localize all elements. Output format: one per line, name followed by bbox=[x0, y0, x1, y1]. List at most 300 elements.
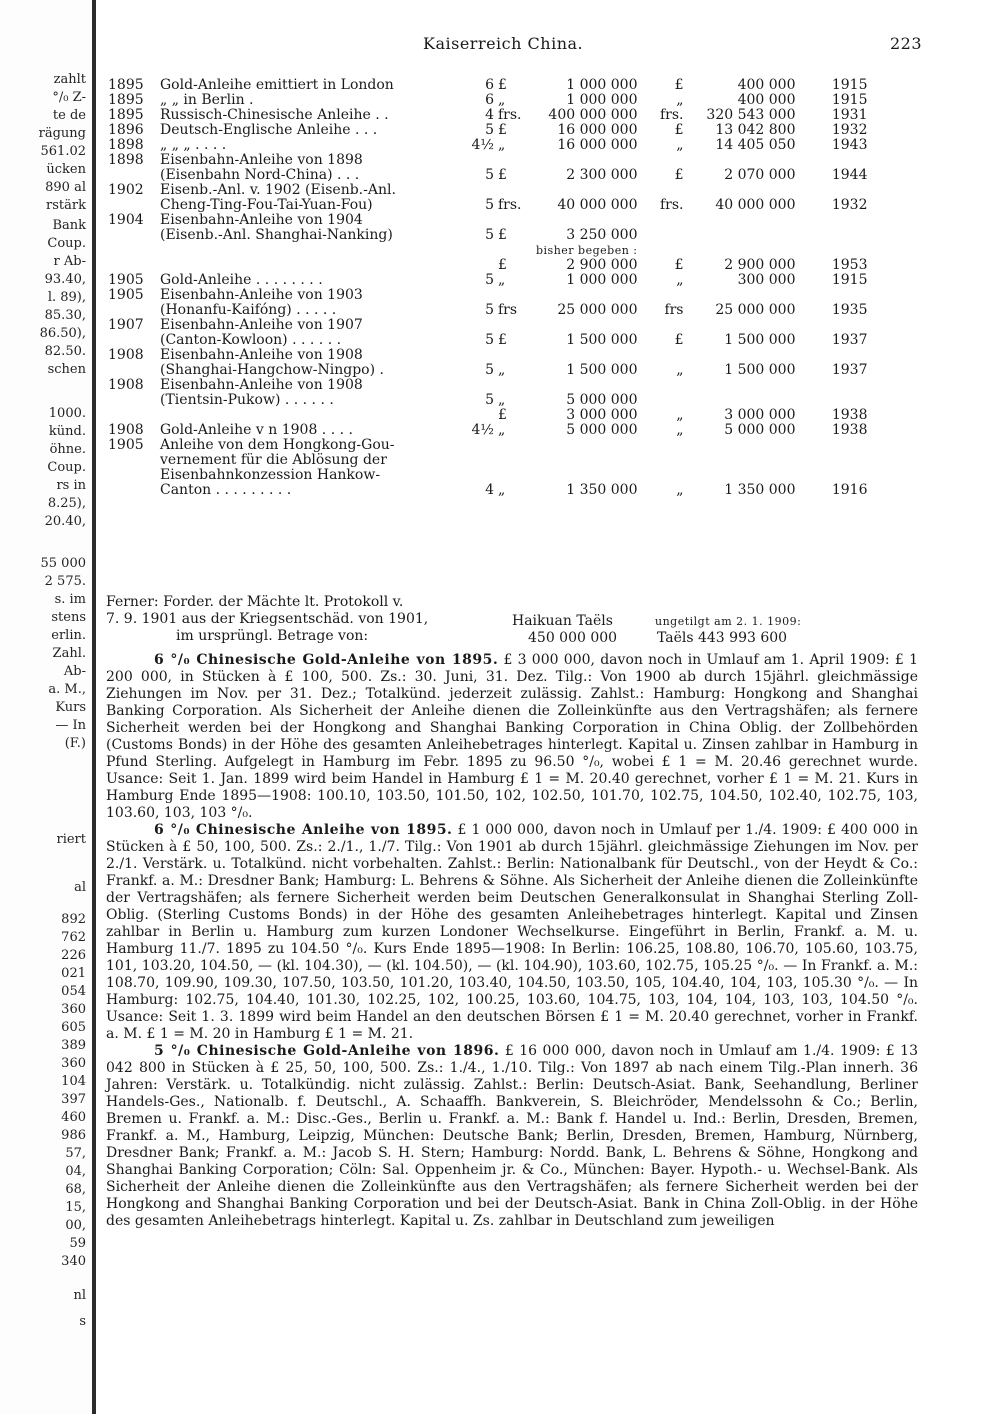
margin-fragment: 68, bbox=[65, 1182, 86, 1197]
margin-fragment: rägung bbox=[38, 126, 86, 141]
loan-amount1 bbox=[534, 213, 640, 228]
margin-fragment: °/₀ Z- bbox=[52, 90, 86, 105]
loan-amount1: 25 000 000 bbox=[557, 302, 638, 318]
loan-cur1: „ bbox=[498, 272, 506, 288]
loan-rate bbox=[462, 348, 496, 363]
loan-cur2: £ bbox=[674, 122, 684, 138]
loan-year: 1896 bbox=[108, 122, 144, 138]
loan-amount1 bbox=[534, 288, 640, 303]
loan-year: 1908 bbox=[108, 347, 144, 363]
loan-expiry: 1938 bbox=[831, 407, 868, 423]
loan-amount1: 2 300 000 bbox=[566, 167, 638, 183]
loan-rate: 5 bbox=[485, 272, 494, 288]
loan-amount1 bbox=[534, 153, 640, 168]
loan-cur1: „ bbox=[498, 137, 506, 153]
loan-year: 1908 bbox=[108, 377, 144, 393]
loan-cur2 bbox=[640, 438, 686, 453]
loan-desc: Eisenbahn-Anleihe von 1898 bbox=[160, 152, 363, 168]
loan-cur1 bbox=[496, 468, 534, 483]
loan-desc bbox=[158, 258, 462, 273]
loan-rate: 5 bbox=[485, 122, 494, 138]
loan-amount1 bbox=[534, 318, 640, 333]
loan-cur1: £ bbox=[498, 407, 507, 423]
loan-rate: 5 bbox=[485, 362, 494, 378]
loan-amount1: 1 000 000 bbox=[566, 92, 638, 108]
loan-rate: 4½ bbox=[471, 422, 494, 438]
loan-desc: (Honanfu-Kaifóng) . . . . . bbox=[160, 302, 337, 318]
loan-descriptions bbox=[106, 652, 918, 1230]
margin-fragment: 85.30, bbox=[44, 308, 86, 323]
loan-desc: Gold-Anleihe . . . . . . . . bbox=[160, 272, 323, 288]
loan-row bbox=[106, 318, 870, 333]
loan-row bbox=[106, 408, 870, 423]
margin-fragment: a. M., bbox=[48, 682, 86, 697]
loan-expiry: 1937 bbox=[831, 362, 868, 378]
loan-cur2: „ bbox=[676, 482, 684, 498]
loan-year bbox=[106, 258, 158, 273]
loan-amount2: 320 543 000 bbox=[706, 107, 796, 123]
adjacent-page-text bbox=[0, 0, 92, 1414]
loan-amount1: 1 000 000 bbox=[566, 77, 638, 93]
loan-cur2 bbox=[640, 153, 686, 168]
loan-row bbox=[106, 273, 870, 288]
loan-desc: Eisenbahn-Anleihe von 1903 bbox=[160, 287, 363, 303]
loan-cur2: „ bbox=[676, 137, 684, 153]
ungetilgt-note: ungetilgt am 2. 1. 1909: bbox=[655, 615, 802, 628]
loan-row bbox=[106, 123, 870, 138]
margin-fragment: s bbox=[79, 1314, 86, 1329]
loan-amount2 bbox=[686, 378, 798, 393]
margin-fragment: te de bbox=[52, 108, 86, 123]
loan-desc: Eisenbahn-Anleihe von 1908 bbox=[160, 347, 363, 363]
margin-fragment: 397 bbox=[61, 1092, 86, 1107]
loan-rate: 5 bbox=[485, 227, 494, 243]
loan-amount2: 400 000 bbox=[737, 92, 796, 108]
margin-fragment: al bbox=[74, 880, 86, 895]
margin-fragment: 021 bbox=[61, 966, 86, 981]
loan-rate: 5 bbox=[485, 392, 494, 408]
loan-expiry: 1938 bbox=[831, 422, 868, 438]
loan-row bbox=[106, 138, 870, 153]
loan-cur1 bbox=[496, 213, 534, 228]
margin-fragment: 1000. bbox=[48, 406, 86, 421]
loan-amount2 bbox=[686, 468, 798, 483]
loan-rate: 6 bbox=[485, 92, 494, 108]
loan-amount1: 3 250 000 bbox=[566, 227, 638, 243]
original-amount: 450 000 000 bbox=[528, 630, 618, 646]
loan-expiry: 1916 bbox=[831, 482, 868, 498]
loan-desc: Canton . . . . . . . . . bbox=[160, 482, 292, 498]
loan-amount1: 5 000 000 bbox=[566, 392, 638, 408]
loan-amount2: 2 900 000 bbox=[724, 257, 796, 273]
margin-fragment: nl bbox=[73, 1288, 86, 1303]
loan-year: 1904 bbox=[108, 212, 144, 228]
loan-amount2 bbox=[686, 438, 798, 453]
loan-expiry bbox=[798, 153, 870, 168]
loan-row bbox=[106, 153, 870, 168]
loan-desc bbox=[158, 243, 462, 258]
ferner-line: Ferner: Forder. der Mächte lt. Protokoll v. bbox=[106, 594, 404, 610]
loan-cur1: £ bbox=[498, 167, 507, 183]
loan-amount2: 1 500 000 bbox=[724, 332, 796, 348]
loan-desc: Russisch-Chinesische Anleihe . . bbox=[160, 107, 389, 123]
loan-expiry: 1915 bbox=[831, 92, 868, 108]
margin-fragment: l. 89), bbox=[47, 290, 86, 305]
loan-amount2: 13 042 800 bbox=[715, 122, 796, 138]
loan-desc: Eisenbahnkonzession Hankow- bbox=[160, 467, 381, 483]
loan-cur1 bbox=[496, 453, 534, 468]
page-title: Kaiserreich China. bbox=[423, 34, 584, 53]
loan-cur2: „ bbox=[676, 362, 684, 378]
loan-amount2 bbox=[686, 243, 798, 258]
loan-amount2: 2 070 000 bbox=[724, 167, 796, 183]
loan-cur2: £ bbox=[674, 257, 684, 273]
page-fold-shadow bbox=[92, 0, 96, 1414]
loan-cur1: frs. bbox=[498, 197, 522, 213]
loan-cur2: £ bbox=[674, 77, 684, 93]
loan-cur2: „ bbox=[676, 407, 684, 423]
loan-amount2: 25 000 000 bbox=[715, 302, 796, 318]
loan-expiry: 1932 bbox=[831, 122, 868, 138]
margin-fragment: Ab- bbox=[63, 664, 86, 679]
loan-cur2 bbox=[640, 213, 686, 228]
loan-year: 1895 bbox=[108, 92, 144, 108]
loan-expiry bbox=[798, 228, 870, 243]
loan-cur1: „ bbox=[498, 92, 506, 108]
loan-rate bbox=[462, 378, 496, 393]
loan-expiry bbox=[798, 243, 870, 258]
loan-rate: 5 bbox=[485, 302, 494, 318]
margin-fragment: (F.) bbox=[64, 736, 86, 751]
loan-expiry bbox=[798, 213, 870, 228]
ferner-block bbox=[106, 594, 428, 645]
loan-cur2 bbox=[640, 228, 686, 243]
loan-expiry bbox=[798, 453, 870, 468]
loan-cur1: £ bbox=[498, 227, 507, 243]
loan-year bbox=[106, 393, 158, 408]
loan-rate bbox=[462, 243, 496, 258]
loan-cur2 bbox=[640, 243, 686, 258]
loan-amount2: 40 000 000 bbox=[715, 197, 796, 213]
margin-fragment: 605 bbox=[61, 1020, 86, 1035]
loan-desc: (Eisenb.-Anl. Shanghai-Nanking) bbox=[160, 227, 393, 243]
loan-rate: 5 bbox=[485, 197, 494, 213]
loan-amount2 bbox=[686, 213, 798, 228]
loan-amount1: 2 900 000 bbox=[566, 257, 638, 273]
loan-expiry bbox=[798, 348, 870, 363]
loan-amount2: 1 350 000 bbox=[724, 482, 796, 498]
margin-fragment: 00, bbox=[65, 1218, 86, 1233]
loan-cur1: „ bbox=[498, 422, 506, 438]
loan-year bbox=[106, 483, 158, 498]
loan-year bbox=[106, 363, 158, 378]
loan-amount1 bbox=[534, 378, 640, 393]
loan-cur2 bbox=[640, 378, 686, 393]
loan-expiry: 1937 bbox=[831, 332, 868, 348]
loan-year bbox=[106, 243, 158, 258]
remaining-amount: Taëls 443 993 600 bbox=[657, 630, 788, 646]
loan-cur2 bbox=[640, 348, 686, 363]
loan-desc: Eisenb.-Anl. v. 1902 (Eisenb.-Anl. bbox=[160, 182, 396, 198]
loan-desc: Eisenbahn-Anleihe von 1907 bbox=[160, 317, 363, 333]
margin-fragment: schen bbox=[47, 362, 86, 377]
margin-fragment: erlin. bbox=[51, 628, 86, 643]
loan-section bbox=[106, 1043, 918, 1230]
loan-cur2: £ bbox=[674, 332, 684, 348]
loan-cur1: frs. bbox=[498, 107, 522, 123]
loan-year: 1908 bbox=[108, 422, 144, 438]
loan-desc: (Tientsin-Pukow) . . . . . . bbox=[160, 392, 334, 408]
margin-fragment: Bank bbox=[52, 218, 86, 233]
loan-row bbox=[106, 78, 870, 93]
loan-row bbox=[106, 423, 870, 438]
loan-desc: „ „ „ . . . . bbox=[160, 137, 227, 153]
margin-fragment: 15, bbox=[65, 1200, 86, 1215]
loan-rate: 4 bbox=[485, 482, 494, 498]
loan-cur1 bbox=[496, 288, 534, 303]
loan-year bbox=[106, 303, 158, 318]
loan-cur2 bbox=[640, 318, 686, 333]
loan-cur2 bbox=[640, 453, 686, 468]
loan-row bbox=[106, 468, 870, 483]
margin-fragment: rstärk bbox=[46, 198, 86, 213]
loan-cur1 bbox=[496, 378, 534, 393]
loan-year: 1905 bbox=[108, 437, 144, 453]
margin-fragment: 57, bbox=[65, 1146, 86, 1161]
loan-year: 1905 bbox=[108, 272, 144, 288]
loan-desc: Eisenbahn-Anleihe von 1908 bbox=[160, 377, 363, 393]
loan-desc: (Shanghai-Hangchow-Ningpo) . bbox=[160, 362, 384, 378]
margin-fragment: öhne. bbox=[49, 442, 86, 457]
loan-amount1: 3 000 000 bbox=[566, 407, 638, 423]
margin-fragment: 360 bbox=[61, 1056, 86, 1071]
margin-fragment: 93.40, bbox=[44, 272, 86, 287]
loan-row bbox=[106, 168, 870, 183]
loan-expiry: 1931 bbox=[831, 107, 868, 123]
loan-year: 1898 bbox=[108, 137, 144, 153]
margin-fragment: 561.02 bbox=[40, 144, 86, 159]
loan-year bbox=[106, 408, 158, 423]
margin-fragment: rs in bbox=[56, 478, 86, 493]
loan-desc: Gold-Anleihe v n 1908 . . . . bbox=[160, 422, 353, 438]
loan-row bbox=[106, 108, 870, 123]
loan-expiry bbox=[798, 393, 870, 408]
margin-fragment: 226 bbox=[61, 948, 86, 963]
loan-row bbox=[106, 213, 870, 228]
loan-rate: 5 bbox=[485, 332, 494, 348]
loan-year bbox=[106, 198, 158, 213]
margin-fragment: Zahl. bbox=[52, 646, 86, 661]
loan-cur1 bbox=[496, 183, 534, 198]
loan-expiry bbox=[798, 468, 870, 483]
margin-fragment: s. im bbox=[54, 592, 86, 607]
loan-cur2: „ bbox=[676, 272, 684, 288]
margin-fragment: 054 bbox=[61, 984, 86, 999]
loan-expiry: 1935 bbox=[831, 302, 868, 318]
loan-amount2: 5 000 000 bbox=[724, 422, 796, 438]
loan-amount2: 400 000 bbox=[737, 77, 796, 93]
loan-amount2 bbox=[686, 393, 798, 408]
ferner-line: im ursprüngl. Betrage von: bbox=[176, 628, 369, 644]
loan-year: 1895 bbox=[108, 77, 144, 93]
loan-year bbox=[106, 228, 158, 243]
loan-cur2 bbox=[640, 183, 686, 198]
loan-cur2: „ bbox=[676, 92, 684, 108]
loan-cur2: £ bbox=[674, 167, 684, 183]
loan-amount1: 400 000 000 bbox=[548, 107, 638, 123]
loan-row bbox=[106, 438, 870, 453]
loan-expiry bbox=[798, 183, 870, 198]
loan-year: 1895 bbox=[108, 107, 144, 123]
loan-rate bbox=[462, 288, 496, 303]
loan-year: 1907 bbox=[108, 317, 144, 333]
margin-fragment: 104 bbox=[61, 1074, 86, 1089]
loan-amount2: 3 000 000 bbox=[724, 407, 796, 423]
loan-desc bbox=[158, 408, 462, 423]
loan-amount1 bbox=[534, 348, 640, 363]
margin-fragment: 55 000 bbox=[40, 556, 86, 571]
loan-amount2 bbox=[686, 288, 798, 303]
loan-rate bbox=[462, 408, 496, 423]
margin-fragment: 59 bbox=[69, 1236, 86, 1251]
loan-amount2: 1 500 000 bbox=[724, 362, 796, 378]
margin-fragment: 82.50. bbox=[44, 344, 86, 359]
margin-fragment: 762 bbox=[61, 930, 86, 945]
section-heading: 6 °/₀ Chinesische Gold-Anleihe von 1895. bbox=[154, 652, 499, 668]
loan-amount1: 5 000 000 bbox=[566, 422, 638, 438]
margin-fragment: riert bbox=[56, 832, 86, 847]
margin-fragment: 20.40, bbox=[44, 514, 86, 529]
loan-expiry bbox=[798, 318, 870, 333]
section-text: £ 1 000 000, davon noch in Umlauf per 1./4. 1909: £ 400 000 in Stücken à £ 50, 100, 500. Zs.: 2./1., 1./7. Tilg.: Von 1901 ab durch 15jährl. gleichmässige Ziehungen im Nov. per 2./1. Verstärk. u. Totalkünd. nicht vorbehalten. Zahlst.: Berlin: Nationalbank für Deutschl., von der Heydt & Co.: Frankf. a. M.: Dresdner Bank; Hamburg: L. Behrens & Söhne. Als Sicherheit der Anleihe dienen die Zolleinkünfte der Vertragshäfen; als fernere Sicherheit werden beim Deutschen Generalkonsulat in Shanghai Sterling Zoll-Oblig. (Sterling Customs Bonds) in der Höhe des gesamten Anleihebetrages hinterlegt. Kapital und Zinsen zahlbar in Berlin u. Hamburg zum kurzen Londoner Wechselkurse. Eingeführt in Berlin, Frankf. a. M. u. Hamburg 11./7. 1895 zu 104.50 °/₀. Kurs Ende 1895—1908: In Berlin: 106.25, 108.80, 106.70, 105.60, 103.75, 101, 103.20, 104.50, — (kl. 104.30), — (kl. 104.50), — (kl. 104.90), 103.60, 102.75, 105.25 °/₀. — In Frankf. a. M.: 108.70, 109.90, 109.30, 107.50, 103.50, 101.20, 103.40, 104.50, 103.50, 105, 104.40, 104, 103, 105.30 °/₀. — In Hamburg: 102.75, 104.40, 101.30, 102.25, 102, 100.25, 103.60, 104.75, 103, 104, 104, 103, 103, 104.50 °/₀. Usance: Seit 1. 3. 1899 wird beim Handel an den deutschen Börsen £ 1 = M. 20.40 gerechnet, vorher in Frankf. a. M. £ 1 = M. 20 in Hamburg £ 1 = M. 21. bbox=[106, 822, 919, 1042]
loan-cur1: £ bbox=[498, 257, 507, 273]
loan-cur1: £ bbox=[498, 332, 507, 348]
margin-fragment: zahlt bbox=[53, 72, 86, 87]
adjacent-page-margin bbox=[0, 0, 92, 1414]
loan-expiry bbox=[798, 378, 870, 393]
loan-desc: Anleihe von dem Hongkong-Gou- bbox=[160, 437, 395, 453]
loan-cur1 bbox=[496, 153, 534, 168]
loan-year: 1902 bbox=[108, 182, 144, 198]
loan-rate: 4½ bbox=[471, 137, 494, 153]
loan-cur1: „ bbox=[498, 482, 506, 498]
loan-cur1 bbox=[496, 243, 534, 258]
loan-cur1: £ bbox=[498, 77, 507, 93]
loan-cur1 bbox=[496, 348, 534, 363]
loan-amount2 bbox=[686, 153, 798, 168]
loan-row bbox=[106, 333, 870, 348]
loan-section bbox=[106, 822, 918, 1043]
loan-amount2 bbox=[686, 228, 798, 243]
loan-rate bbox=[462, 453, 496, 468]
loan-row bbox=[106, 228, 870, 243]
margin-fragment: Kurs bbox=[55, 700, 86, 715]
loan-cur2: „ bbox=[676, 422, 684, 438]
margin-fragment: 2 575. bbox=[44, 574, 86, 589]
loan-desc: Cheng-Ting-Fou-Tai-Yuan-Fou) bbox=[160, 197, 373, 213]
loan-expiry: 1932 bbox=[831, 197, 868, 213]
loan-amount1: 1 500 000 bbox=[566, 362, 638, 378]
loan-year bbox=[106, 333, 158, 348]
loan-amount1 bbox=[534, 468, 640, 483]
loan-amount1 bbox=[534, 438, 640, 453]
margin-fragment: stens bbox=[51, 610, 86, 625]
loan-row bbox=[106, 198, 870, 213]
margin-fragment: 892 bbox=[61, 912, 86, 927]
loan-cur2 bbox=[640, 288, 686, 303]
margin-fragment: r Ab- bbox=[53, 254, 86, 269]
loan-cur1: frs bbox=[498, 302, 518, 318]
loan-expiry: 1915 bbox=[831, 272, 868, 288]
loan-rate bbox=[462, 183, 496, 198]
running-header bbox=[0, 34, 1000, 64]
loan-row bbox=[106, 288, 870, 303]
loan-expiry: 1953 bbox=[831, 257, 868, 273]
loan-desc: Eisenbahn-Anleihe von 1904 bbox=[160, 212, 363, 228]
loan-amount1 bbox=[534, 453, 640, 468]
loan-expiry: 1944 bbox=[831, 167, 868, 183]
loan-amount2 bbox=[686, 348, 798, 363]
loan-expiry: 1943 bbox=[831, 137, 868, 153]
loan-desc: vernement für die Ablösung der bbox=[160, 452, 387, 468]
margin-fragment: Coup. bbox=[47, 460, 86, 475]
margin-fragment: — In bbox=[55, 718, 86, 733]
loan-row bbox=[106, 378, 870, 393]
loan-row bbox=[106, 303, 870, 318]
margin-fragment: 86.50), bbox=[39, 326, 86, 341]
margin-fragment: ücken bbox=[46, 162, 86, 177]
loan-amount2 bbox=[686, 183, 798, 198]
loan-cur2: frs bbox=[664, 302, 684, 318]
ferner-line: 7. 9. 1901 aus der Kriegsentschäd. von 1901, bbox=[106, 611, 429, 627]
margin-fragment: 340 bbox=[61, 1254, 86, 1269]
loan-amount1: 40 000 000 bbox=[557, 197, 638, 213]
loan-year bbox=[106, 168, 158, 183]
loan-amount1: bisher begeben : bbox=[536, 244, 638, 257]
loan-section bbox=[106, 652, 918, 822]
loan-cur1 bbox=[496, 438, 534, 453]
section-heading: 6 °/₀ Chinesische Anleihe von 1895. bbox=[154, 822, 453, 838]
margin-fragment: 986 bbox=[61, 1128, 86, 1143]
loan-row bbox=[106, 348, 870, 363]
loan-amount1: 1 350 000 bbox=[566, 482, 638, 498]
loan-rate: 6 bbox=[485, 77, 494, 93]
loan-row bbox=[106, 393, 870, 408]
loan-amount2: 14 405 050 bbox=[715, 137, 796, 153]
loan-amount1 bbox=[534, 183, 640, 198]
margin-fragment: 389 bbox=[61, 1038, 86, 1053]
loan-cur1: „ bbox=[498, 362, 506, 378]
loan-cur2: frs. bbox=[659, 197, 684, 213]
loan-rate bbox=[462, 258, 496, 273]
loan-amount2: 300 000 bbox=[737, 272, 796, 288]
loan-expiry bbox=[798, 438, 870, 453]
haikuan-label: Haikuan Taëls bbox=[512, 613, 613, 629]
loan-rate bbox=[462, 153, 496, 168]
loan-rate bbox=[462, 468, 496, 483]
loan-rate: 4 bbox=[485, 107, 494, 123]
margin-fragment: künd. bbox=[48, 424, 86, 439]
loan-cur1: £ bbox=[498, 122, 507, 138]
loan-amount1: 16 000 000 bbox=[557, 122, 638, 138]
margin-fragment: 04, bbox=[65, 1164, 86, 1179]
loan-rate bbox=[462, 213, 496, 228]
loan-row bbox=[106, 363, 870, 378]
loan-row bbox=[106, 453, 870, 468]
loan-year bbox=[106, 468, 158, 483]
loan-row bbox=[106, 93, 870, 108]
loan-row bbox=[106, 243, 870, 258]
